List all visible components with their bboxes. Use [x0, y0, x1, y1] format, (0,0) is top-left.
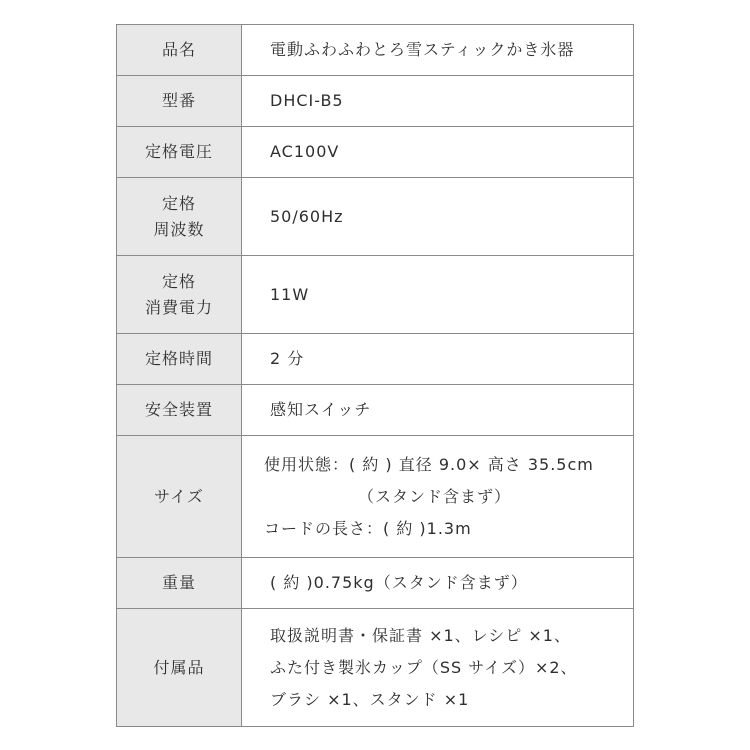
label-rated-time	[117, 334, 242, 385]
label-text: 付属品	[153, 657, 205, 677]
label-accessories	[117, 609, 242, 727]
value-rated-frequency	[242, 178, 634, 256]
value-rated-voltage	[242, 127, 634, 178]
row-accessories	[117, 609, 634, 727]
value-text: DHCI-B5	[270, 91, 344, 110]
label-text: 定格	[161, 193, 196, 213]
label-rated-power	[117, 256, 242, 334]
label-rated-voltage	[117, 127, 242, 178]
value-text: 感知スイッチ	[270, 400, 372, 419]
value-accessories	[242, 609, 634, 727]
value-text: ふた付き製氷カップ（SS サイズ）×2、	[270, 657, 578, 677]
value-text: （スタンド含まず）	[357, 486, 511, 506]
value-text: 電動ふわふわとろ雪スティックかき氷器	[270, 40, 575, 59]
row-model-number	[117, 76, 634, 127]
value-rated-time	[242, 334, 634, 385]
value-text: コードの長さ：( 約 )1.3m	[264, 518, 472, 538]
value-text: 50/60Hz	[270, 206, 344, 226]
value-text: 取扱説明書・保証書 ×1、レシピ ×1、	[270, 625, 571, 645]
row-weight	[117, 558, 634, 609]
label-text: 重量	[161, 573, 196, 592]
row-size	[117, 436, 634, 558]
label-text: 定格時間	[144, 349, 213, 368]
row-rated-power	[117, 256, 634, 334]
row-rated-time	[117, 334, 634, 385]
value-text: ブラシ ×1、スタンド ×1	[270, 689, 470, 709]
row-product-name	[117, 25, 634, 76]
label-safety-device	[117, 385, 242, 436]
label-model-number	[117, 76, 242, 127]
spec-table	[116, 24, 634, 727]
value-text: ( 約 )0.75kg（スタンド含まず）	[270, 573, 528, 592]
value-size	[242, 436, 634, 558]
label-weight	[117, 558, 242, 609]
value-text: 11W	[270, 284, 310, 304]
row-rated-voltage	[117, 127, 634, 178]
label-text: 安全装置	[144, 400, 213, 419]
label-text: 周波数	[153, 219, 205, 239]
row-rated-frequency	[117, 178, 634, 256]
value-text: 使用状態：( 約 ) 直径 9.0× 高さ 35.5cm	[264, 454, 594, 474]
value-safety-device	[242, 385, 634, 436]
label-text: サイズ	[154, 486, 204, 506]
label-text: 消費電力	[144, 297, 213, 317]
label-text: 定格電圧	[144, 142, 213, 161]
value-model-number	[242, 76, 634, 127]
value-weight	[242, 558, 634, 609]
label-product-name	[117, 25, 242, 76]
value-product-name	[242, 25, 634, 76]
value-text: 2 分	[270, 349, 305, 368]
value-rated-power	[242, 256, 634, 334]
label-text: 品名	[161, 40, 196, 59]
row-safety-device	[117, 385, 634, 436]
label-size	[117, 436, 242, 558]
label-text: 型番	[161, 91, 196, 110]
value-text: AC100V	[270, 142, 340, 161]
label-text: 定格	[161, 271, 196, 291]
label-rated-frequency	[117, 178, 242, 256]
